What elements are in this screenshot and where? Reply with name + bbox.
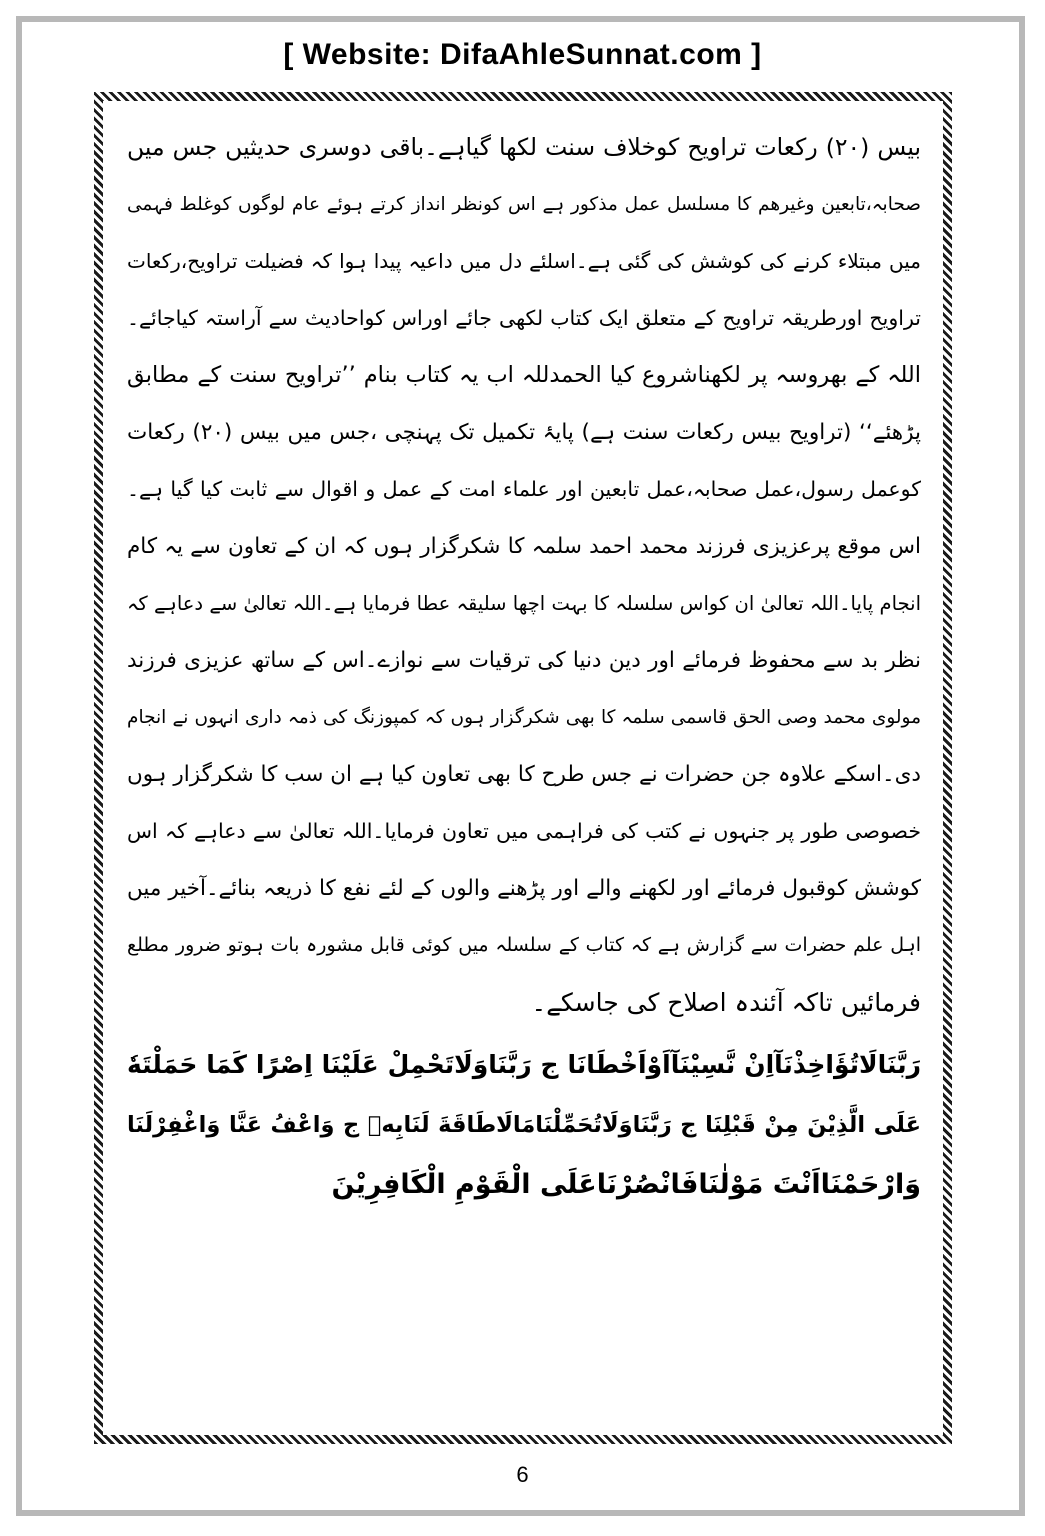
text-line: تراویح اورطریقہ تراویح کے متعلق ایک کتاب لکھی جائے اوراس کواحادیث سے آراستہ کیاجائے۔ bbox=[127, 306, 921, 330]
text-line: خصوصی طور پر جنہوں نے کتب کی فراہمی میں تعاون فرمایا۔اللہ تعالیٰ سے دعاہے کہ اس bbox=[127, 819, 921, 843]
urdu-text-body bbox=[127, 119, 921, 1215]
text-line: بیس (۲۰) رکعات تراویح کوخلاف سنت لکھا گیاہے۔باقی دوسری حدیثیں جس میں bbox=[127, 133, 921, 161]
text-line: میں مبتلاء کرنے کی کوشش کی گئی ہے۔اسلئے دل میں داعیہ پیدا ہوا کہ فضیلت تراویح،رکعات bbox=[127, 249, 921, 273]
text-line: صحابہ،تابعین وغیرھم کا مسلسل عمل مذکور ہے اس کونظر انداز کرتے ہوئے عام لوگوں کوغلط فہمی bbox=[127, 194, 921, 215]
text-line: کوشش کوقبول فرمائے اور لکھنے والے اور پڑھنے والوں کے لئے نفع کا ذریعہ بنائے۔آخیر میں bbox=[127, 876, 921, 901]
quran-line: رَبَّنَالَاتُؤَاخِذْنَآاِنْ نَّسِيْنَآاَوْاَخْطَانَا ج رَبَّنَاوَلَاتَحْمِلْ عَلَيْنَا اِصْرًا كَمَا حَمَلْتَهٗ bbox=[127, 1050, 921, 1079]
text-line: کوعمل رسول،عمل صحابہ،عمل تابعین اور علماء امت کے عمل و اقوال سے ثابت کیا گیا ہے۔ bbox=[127, 477, 921, 501]
text-line: اہل علم حضرات سے گزارش ہے کہ کتاب کے سلسلہ میں کوئی قابل مشورہ بات ہوتو ضرور مطلع bbox=[127, 934, 921, 956]
website-header: [ Website: DifaAhleSunnat.com ] bbox=[283, 38, 762, 71]
text-line: پڑھئے‘‘ (تراویح بیس رکعات سنت ہے) پایۂ تکمیل تک پہنچی ،جس میں بیس (۲۰) رکعات bbox=[127, 420, 921, 445]
quran-line: عَلَى الَّذِيْنَ مِنْ قَبْلِنَا ج رَبَّنَاوَلَاتُحَمِّلْنَامَالَاطَاقَةَ لَنَابِهٖ ج وَاعْفُ عَنَّا وَاغْفِرْلَنَا bbox=[127, 1112, 921, 1138]
text-line: اللہ کے بھروسہ پر لکھناشروع کیا الحمدللہ اب یہ کتاب بنام ’’تراویح سنت کے مطابق bbox=[127, 362, 921, 388]
text-line: مولوی محمد وصی الحق قاسمی سلمہ کا بھی شکرگزار ہوں کہ کمپوزنگ کی ذمہ داری انہوں نے انجام bbox=[127, 707, 921, 728]
text-line: نظر بد سے محفوظ فرمائے اور دین دنیا کی ترقیات سے نوازے۔اس کے ساتھ عزیزی فرزند bbox=[127, 648, 921, 673]
page-number: 6 bbox=[516, 1462, 529, 1487]
text-line: فرمائیں تاکہ آئندہ اصلاح کی جاسکے۔ bbox=[531, 988, 921, 1017]
text-line: دی۔اسکے علاوہ جن حضرات نے جس طرح کا بھی تعاون کیا ہے ان سب کا شکرگزار ہوں bbox=[127, 762, 921, 787]
text-line: اس موقع پرعزیزی فرزند محمد احمد سلمہ کا شکرگزار ہوں کہ ان کے تعاون سے یہ کام bbox=[127, 534, 921, 559]
quran-line: وَارْحَمْنَااَنْتَ مَوْلٰنَافَانْصُرْنَاعَلَى الْقَوْمِ الْكَافِرِيْنَ bbox=[331, 1169, 921, 1200]
text-line: انجام پایا۔اللہ تعالیٰ ان کواس سلسلہ کا بہت اچھا سلیقہ عطا فرمایا ہے۔اللہ تعالیٰ سے دعاہے کہ bbox=[127, 592, 921, 615]
quran-dua-block bbox=[127, 1035, 921, 1215]
content-box bbox=[94, 92, 952, 1444]
